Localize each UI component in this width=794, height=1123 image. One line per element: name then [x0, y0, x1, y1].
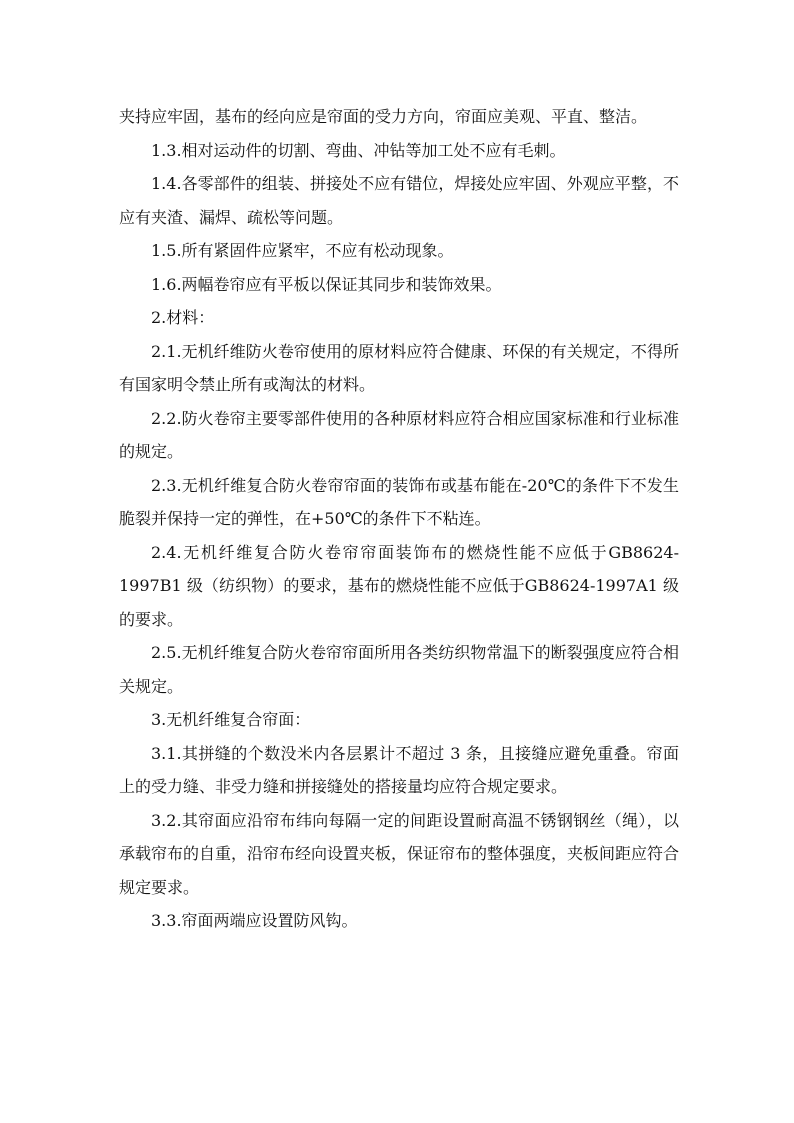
- paragraph-2-1: 2.1.无机纤维防火卷帘使用的原材料应符合健康、环保的有关规定，不得所有国家明令禁止所有或淘汰的材料。: [119, 341, 679, 394]
- paragraph-2-5: 2.5.无机纤维复合防火卷帘帘面所用各类纺织物常温下的断裂强度应符合相关规定。: [119, 643, 679, 696]
- document-body: [119, 100, 679, 938]
- paragraph-2-3: 2.3.无机纤维复合防火卷帘帘面的装饰布或基布能在-20℃的条件下不发生脆裂并保持一定的弹性，在+50℃的条件下不粘连。: [119, 475, 679, 528]
- paragraph-1-4: 1.4.各零部件的组装、拼接处不应有错位，焊接处应牢固、外观应平整，不应有夹渣、漏焊、疏松等问题。: [119, 174, 679, 227]
- paragraph-3-1: 3.1.其拼缝的个数没米内各层累计不超过 3 条，且接缝应避免重叠。帘面上的受力缝、非受力缝和拼接缝处的搭接量均应符合规定要求。: [119, 743, 679, 796]
- paragraph-3-2: 3.2.其帘面应沿帘布纬向每隔一定的间距设置耐高温不锈钢钢丝（绳），以承载帘布的自重，沿帘布经向设置夹板，保证帘布的整体强度，夹板间距应符合规定要求。: [119, 810, 680, 897]
- paragraph-2-4: 2.4.无机纤维复合防火卷帘帘面装饰布的燃烧性能不应低于GB8624-1997B1 级（纺织物）的要求，基布的燃烧性能不应低于GB8624-1997A1 级的要求。: [119, 542, 679, 629]
- paragraph-1-6: 1.6.两幅卷帘应有平板以保证其同步和装饰效果。: [151, 274, 502, 294]
- paragraph-2-2: 2.2.防火卷帘主要零部件使用的各种原材料应符合相应国家标准和行业标准的规定。: [119, 408, 679, 461]
- paragraph-3-3: 3.3.帘面两端应设置防风钩。: [151, 911, 358, 930]
- section-heading-3: 3.无机纤维复合帘面：: [151, 710, 311, 729]
- paragraph-1-5: 1.5.所有紧固件应紧牢，不应有松动现象。: [151, 241, 454, 260]
- paragraph-continuation: 夹持应牢固，基布的经向应是帘面的受力方向，帘面应美观、平直、整洁。: [119, 107, 648, 126]
- paragraph-1-3: 1.3.相对运动件的切割、弯曲、冲钻等加工处不应有毛刺。: [151, 140, 566, 160]
- section-heading-2: 2.材料：: [151, 308, 215, 327]
